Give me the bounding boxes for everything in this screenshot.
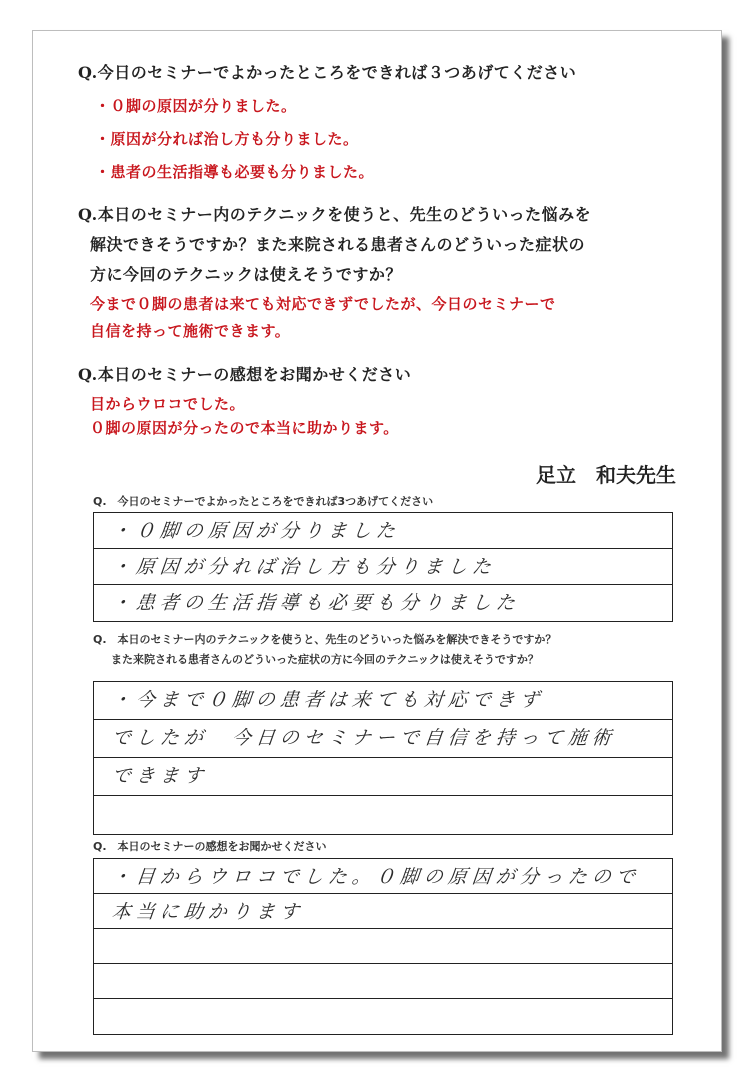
form-q2-line — [94, 720, 672, 758]
handwritten-text: ・０脚の原因が分りました — [110, 520, 402, 542]
q3-answer-2: ０脚の原因が分ったので本当に助かります。 — [90, 419, 399, 437]
handwritten-text: ・原因が分れば治し方も分りました — [110, 556, 498, 578]
form-q2-line — [94, 796, 672, 834]
handwritten-text: ・患者の生活指導も必要も分りました — [110, 592, 522, 614]
form-q3-lines — [93, 858, 673, 1035]
form-q1-line — [94, 513, 672, 549]
handwritten-text: 本当に助かります — [110, 901, 306, 923]
q2-answer-1: 今まで０脚の患者は来ても対応できずでしたが、今日のセミナーで — [90, 295, 556, 313]
form-q3-label: Q. 本日のセミナーの感想をお聞かせください — [93, 840, 327, 853]
q3-answer-1: 目からウロコでした。 — [90, 395, 246, 413]
q3-heading: Q.本日のセミナーの感想をお聞かせください — [78, 365, 412, 384]
form-q3-line — [94, 859, 672, 894]
q2-heading-line-3: 方に今回のテクニックは使えそうですか？ — [90, 265, 402, 284]
form-q3-line — [94, 894, 672, 929]
form-q3-line — [94, 964, 672, 999]
form-q2-label-2: また来院される患者さんのどういった症状の方に今回のテクニックは使えそうですか？ — [111, 653, 539, 666]
q2-answer-2: 自信を持って施術できます。 — [90, 322, 291, 340]
form-q1-label: Q. 今日のセミナーでよかったところをできれば3つあげてください — [93, 495, 434, 508]
form-q3-line — [94, 999, 672, 1034]
form-q2-line — [94, 758, 672, 796]
form-q1-line — [94, 585, 672, 621]
form-q1-lines — [93, 512, 673, 622]
signature: 足立 和夫先生 — [536, 463, 676, 487]
form-q2-label-1: Q. 本日のセミナー内のテクニックを使うと、先生のどういった悩みを解決できそうですか？ — [93, 633, 557, 646]
form-q1-line — [94, 549, 672, 585]
handwritten-text: ・目からウロコでした。０脚の原因が分ったので — [110, 866, 642, 888]
q1-heading: Q.今日のセミナーでよかったところをできれば３つあげてください — [78, 63, 577, 82]
form-q2-lines — [93, 681, 673, 835]
handwritten-text: できます — [110, 765, 210, 787]
q1-answer-2: ・原因が分れば治し方も分りました。 — [95, 130, 359, 148]
form-q2-line — [94, 682, 672, 720]
handwritten-text: でしたが 今日のセミナーで自信を持って施術 — [110, 727, 618, 749]
q2-heading-line-1: Q.本日のセミナー内のテクニックを使うと、先生のどういった悩みを — [78, 205, 592, 224]
form-q3-line — [94, 929, 672, 964]
survey-sheet — [32, 30, 722, 1052]
q1-answer-1: ・０脚の原因が分りました。 — [95, 97, 297, 115]
q1-answer-3: ・患者の生活指導も必要も分りました。 — [95, 163, 375, 181]
q2-heading-line-2: 解決できそうですか？また来院される患者さんのどういった症状の — [90, 235, 586, 254]
handwritten-text: ・今まで０脚の患者は来ても対応できず — [110, 689, 546, 711]
